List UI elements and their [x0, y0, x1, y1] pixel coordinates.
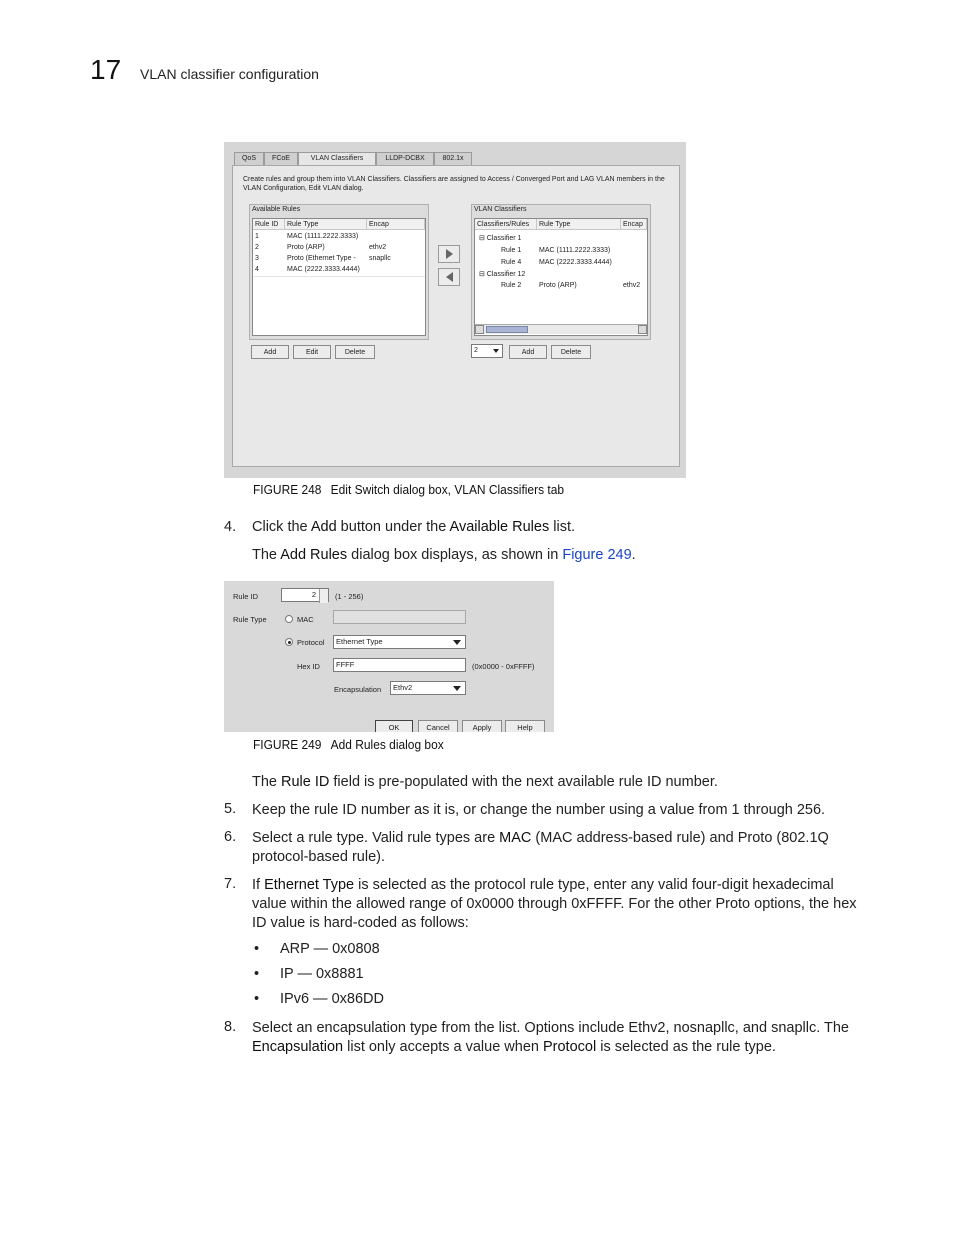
table-cell: ethv2: [369, 244, 387, 251]
step-4-text: [252, 518, 575, 537]
add-to-classifier-button[interactable]: [438, 245, 460, 263]
text-run: dialog box displays, as shown in: [347, 547, 563, 563]
tab-lldp-dcbx[interactable]: LLDP-DCBX: [376, 152, 434, 165]
bullet-icon: •: [254, 991, 260, 1007]
step-5-text: Keep the rule ID number as it is, or change the number using a value from 1 through 256.: [252, 802, 826, 818]
hex-id-input[interactable]: [333, 658, 466, 672]
text-run: .: [631, 547, 636, 563]
step-6-text: [252, 829, 829, 867]
encapsulation-label: Encapsulation: [334, 685, 382, 694]
add-rule-button[interactable]: Add: [251, 345, 289, 359]
column-header[interactable]: Rule ID: [253, 219, 285, 230]
hex-id-value: FFFF: [336, 660, 355, 669]
table-cell: Proto (ARP): [539, 282, 577, 289]
text-line: [252, 1038, 849, 1057]
text-run: is selected as the protocol rule type, enter any valid four-digit hexadecimal: [354, 877, 834, 893]
ok-button[interactable]: OK: [375, 720, 413, 732]
step-8-text: [252, 1019, 849, 1057]
text-run: list only accepts a value when: [343, 1039, 543, 1055]
add-classifier-button[interactable]: Add: [509, 345, 547, 359]
rule-id-label: Rule ID: [233, 592, 259, 601]
add-rules-dialog-screenshot: [224, 581, 554, 732]
ui-term: Rule ID: [281, 774, 330, 790]
mac-radio[interactable]: [285, 615, 293, 623]
horizontal-scrollbar[interactable]: [475, 324, 647, 334]
tree-node-rule[interactable]: Rule 1: [501, 247, 522, 254]
text-run: (MAC address-based rule) and Proto (802.1Q: [531, 830, 829, 846]
available-rules-title: Available Rules: [252, 206, 301, 213]
cancel-button[interactable]: Cancel: [418, 720, 458, 732]
arrow-left-icon: [446, 272, 453, 282]
list-item: [252, 966, 384, 991]
text-run: The: [252, 547, 281, 563]
chevron-down-icon: [493, 349, 499, 353]
step-number: 5.: [224, 801, 237, 817]
ui-term: Available Rules: [449, 519, 550, 535]
delete-rule-button[interactable]: Delete: [335, 345, 375, 359]
column-header[interactable]: Encap: [367, 219, 425, 230]
help-button[interactable]: Help: [505, 720, 545, 732]
step-number: 8.: [224, 1019, 237, 1035]
table-cell: Proto (Ethernet Type -: [287, 255, 356, 262]
bullet-icon: •: [254, 966, 260, 982]
figure-caption-text: Edit Switch dialog box, VLAN Classifiers tab: [330, 482, 565, 497]
table-cell: ethv2: [623, 282, 641, 289]
hex-id-label: Hex ID: [297, 662, 320, 671]
rule-type-label: Rule Type: [233, 615, 267, 624]
encapsulation-value: Ethv2: [393, 683, 413, 692]
chevron-down-icon: [453, 640, 461, 645]
protocol-radio[interactable]: [285, 638, 293, 646]
rule-id-range: (1 - 256): [335, 592, 364, 601]
edit-rule-button[interactable]: Edit: [293, 345, 331, 359]
encapsulation-select[interactable]: [390, 681, 466, 695]
classifier-id-value: 2: [474, 347, 478, 354]
text-run: button under the: [336, 519, 450, 535]
bullet-text: ARP — 0x0808: [280, 941, 380, 957]
list-item: [252, 941, 384, 966]
text-line: value within the allowed range of 0x0000 through 0xFFFF. For the other Proto options, the hex: [252, 896, 857, 912]
available-rules-table[interactable]: [252, 218, 426, 336]
step-7-text: [252, 876, 857, 933]
column-header[interactable]: Classifiers/Rules: [475, 219, 537, 230]
figure-249-caption: [253, 737, 444, 752]
table-cell: Proto (ARP): [287, 244, 325, 251]
text-line: protocol-based rule).: [252, 849, 385, 865]
figure-249-link[interactable]: Figure 249: [562, 547, 632, 563]
figure-label: FIGURE 248: [253, 482, 322, 497]
step-number: 7.: [224, 876, 237, 892]
figure-caption-text: Add Rules dialog box: [330, 737, 444, 752]
row-divider: [253, 276, 425, 277]
rule-id-paragraph: [252, 773, 718, 792]
text-run: field is pre-populated with the next available rule ID number.: [329, 774, 718, 790]
ui-term: Add Rules: [280, 547, 348, 563]
chapter-title: VLAN classifier configuration: [140, 66, 319, 82]
bullet-text: IPv6 — 0x86DD: [280, 991, 384, 1007]
ui-term: Add: [310, 519, 337, 535]
mac-label: MAC: [297, 615, 314, 624]
figure-label: FIGURE 249: [253, 737, 322, 752]
figure-248-caption: [253, 482, 564, 497]
hex-id-range: (0x0000 - 0xFFFF): [472, 662, 535, 671]
table-cell: MAC (2222.3333.4444): [287, 266, 360, 273]
table-cell: 4: [255, 266, 259, 273]
vlan-classifiers-panel: [232, 165, 680, 467]
ui-term: MAC: [499, 830, 532, 846]
text-line: ID value is hard-coded as follows:: [252, 915, 469, 931]
mac-address-field[interactable]: [333, 610, 466, 624]
step-number: 6.: [224, 829, 237, 845]
text-run: Select a rule type. Valid rule types are: [252, 830, 500, 846]
tab-qos[interactable]: QoS: [234, 152, 264, 165]
hex-id-bullet-list: [252, 941, 384, 1016]
text-line: Select an encapsulation type from the list. Options include Ethv2, nosnapllc, and snapllc. The: [252, 1020, 849, 1036]
edit-switch-dialog-screenshot: [224, 142, 686, 478]
vlan-classifiers-title: VLAN Classifiers: [474, 206, 527, 213]
tree-node-rule[interactable]: Rule 4: [501, 259, 522, 266]
list-item: [252, 991, 384, 1016]
tab-fcoe[interactable]: FCoE: [264, 152, 298, 165]
text-line: [252, 829, 829, 848]
rule-id-spinner[interactable]: [281, 588, 329, 602]
table-cell: MAC (2222.3333.4444): [539, 259, 612, 266]
table-cell: 2: [255, 244, 259, 251]
spinner-arrows-icon[interactable]: [319, 589, 328, 603]
column-header[interactable]: Rule Type: [537, 219, 621, 230]
tree-node-rule[interactable]: Rule 2: [501, 282, 522, 289]
table-cell: MAC (1111.2222.3333): [539, 247, 611, 254]
table-cell: 1: [255, 233, 259, 240]
chapter-number: 17: [90, 54, 122, 85]
bullet-text: IP — 0x8881: [280, 966, 364, 982]
column-header[interactable]: Encap: [621, 219, 647, 230]
delete-classifier-button[interactable]: Delete: [551, 345, 591, 359]
text-run: Click the: [252, 519, 311, 535]
scroll-left-icon[interactable]: [475, 325, 484, 334]
tree-node-classifier[interactable]: ⊟ Classifier 1: [479, 235, 522, 242]
protocol-value: Ethernet Type: [336, 637, 383, 646]
ui-term: Ethernet Type: [264, 877, 355, 893]
panel-description: Create rules and group them into VLAN Classifiers. Classifiers are assigned to Access / Converged Port and LAG VLAN members in the VLAN Configuration, Edit VLAN dialog.: [243, 176, 665, 192]
table-cell: [367, 264, 425, 276]
tab-802-1x[interactable]: 802.1x: [434, 152, 472, 165]
protocol-select[interactable]: [333, 635, 466, 649]
vlan-classifiers-group: [471, 204, 651, 340]
scroll-thumb[interactable]: [486, 326, 528, 333]
classifier-id-combo[interactable]: [471, 344, 503, 358]
table-cell: MAC (1111.2222.3333): [287, 233, 359, 240]
text-run: list.: [549, 519, 575, 535]
ui-term: Protocol: [542, 1039, 597, 1055]
bullet-icon: •: [254, 941, 260, 957]
tab-vlan-classifiers[interactable]: VLAN Classifiers: [298, 152, 376, 166]
step-number: 4.: [224, 519, 237, 535]
arrow-right-icon: [446, 249, 453, 259]
ui-term: Encapsulation: [252, 1039, 344, 1055]
table-cell: 3: [255, 255, 259, 262]
table-cell: snapllc: [369, 255, 391, 262]
apply-button[interactable]: Apply: [462, 720, 502, 732]
scroll-right-icon[interactable]: [638, 325, 647, 334]
available-rules-group: [249, 204, 429, 340]
step-4-followup: [252, 546, 636, 565]
text-run: The: [252, 774, 282, 790]
chevron-down-icon: [453, 686, 461, 691]
text-run: If: [252, 877, 265, 893]
rule-id-value: 2: [311, 590, 316, 599]
column-header[interactable]: Rule Type: [285, 219, 367, 230]
text-run: is selected as the rule type.: [596, 1039, 776, 1055]
vlan-classifiers-tree-table[interactable]: [474, 218, 648, 336]
protocol-label: Protocol: [297, 638, 325, 647]
tree-node-classifier[interactable]: ⊟ Classifier 12: [479, 271, 526, 278]
remove-from-classifier-button[interactable]: [438, 268, 460, 286]
text-line: [252, 876, 857, 895]
